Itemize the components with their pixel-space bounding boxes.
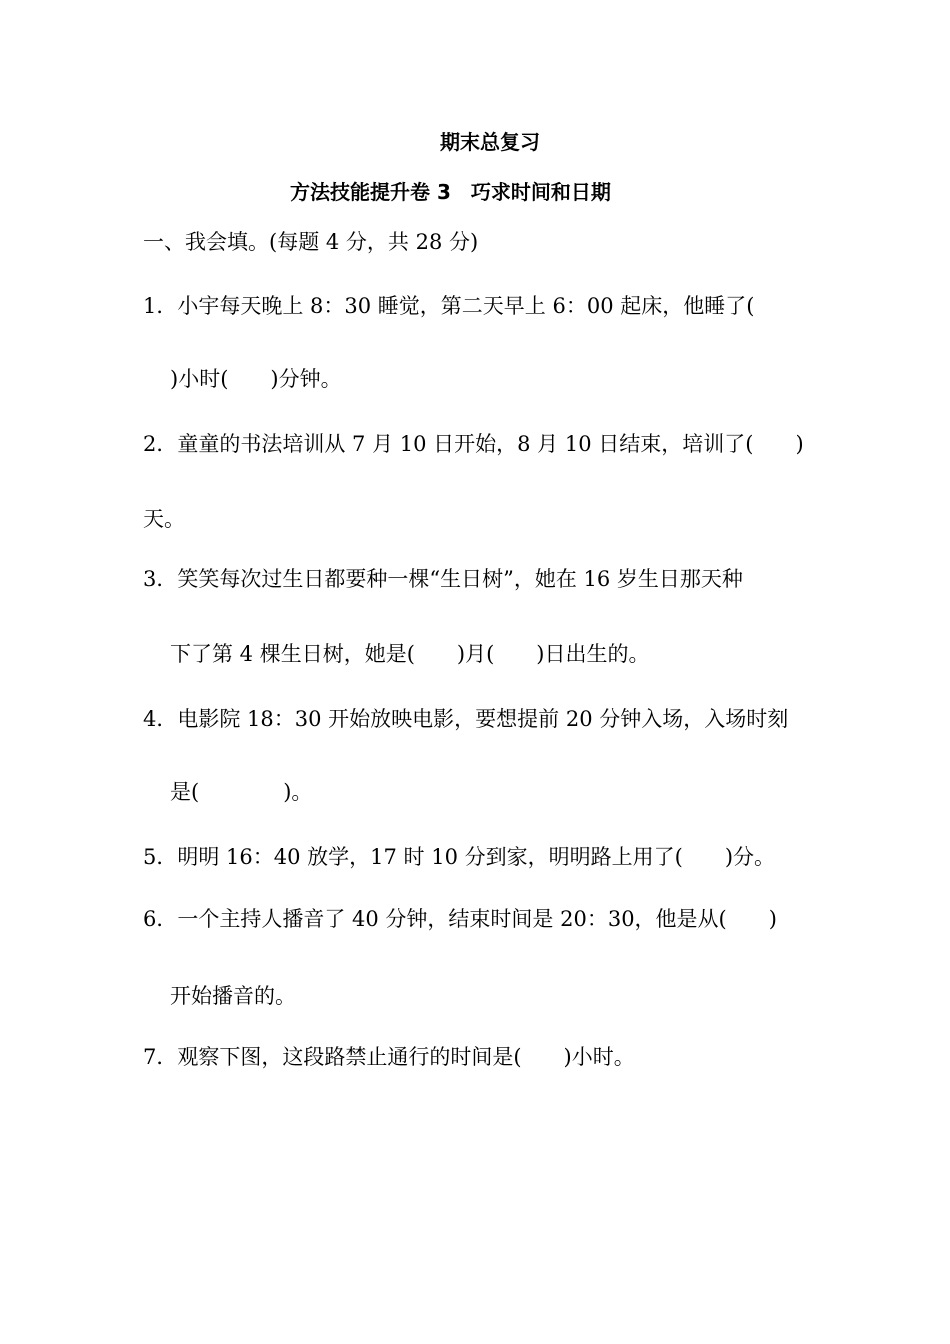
- question-3-line-2: 下了第 4 棵生日树，她是( )月( )日出生的。: [170, 642, 650, 666]
- question-6-line-2: 开始播音的。: [170, 984, 296, 1008]
- question-4-line-1: 4．电影院 18：30 开始放映电影，要想提前 20 分钟入场，入场时刻: [143, 707, 789, 731]
- question-4-line-2: 是( )。: [170, 780, 313, 804]
- question-1-line-2: )小时( )分钟。: [170, 367, 342, 391]
- page-subtitle: 方法技能提升卷 3 巧求时间和日期: [290, 180, 611, 204]
- question-1-line-1: 1．小宇每天晚上 8：30 睡觉，第二天早上 6：00 起床，他睡了(: [143, 294, 755, 318]
- question-7-line-1: 7．观察下图，这段路禁止通行的时间是( )小时。: [143, 1045, 635, 1069]
- question-5-line-1: 5．明明 16：40 放学，17 时 10 分到家，明明路上用了( )分。: [143, 845, 776, 869]
- question-2-line-2: 天。: [143, 507, 185, 531]
- section-heading: 一、我会填。(每题 4 分，共 28 分): [143, 230, 479, 254]
- question-2-line-1: 2．童童的书法培训从 7 月 10 日开始，8 月 10 日结束，培训了( ): [143, 432, 804, 456]
- page-title: 期末总复习: [440, 130, 540, 154]
- question-6-line-1: 6．一个主持人播音了 40 分钟，结束时间是 20：30，他是从( ): [143, 907, 777, 931]
- question-3-line-1: 3．笑笑每次过生日都要种一棵“生日树”，她在 16 岁生日那天种: [143, 567, 743, 591]
